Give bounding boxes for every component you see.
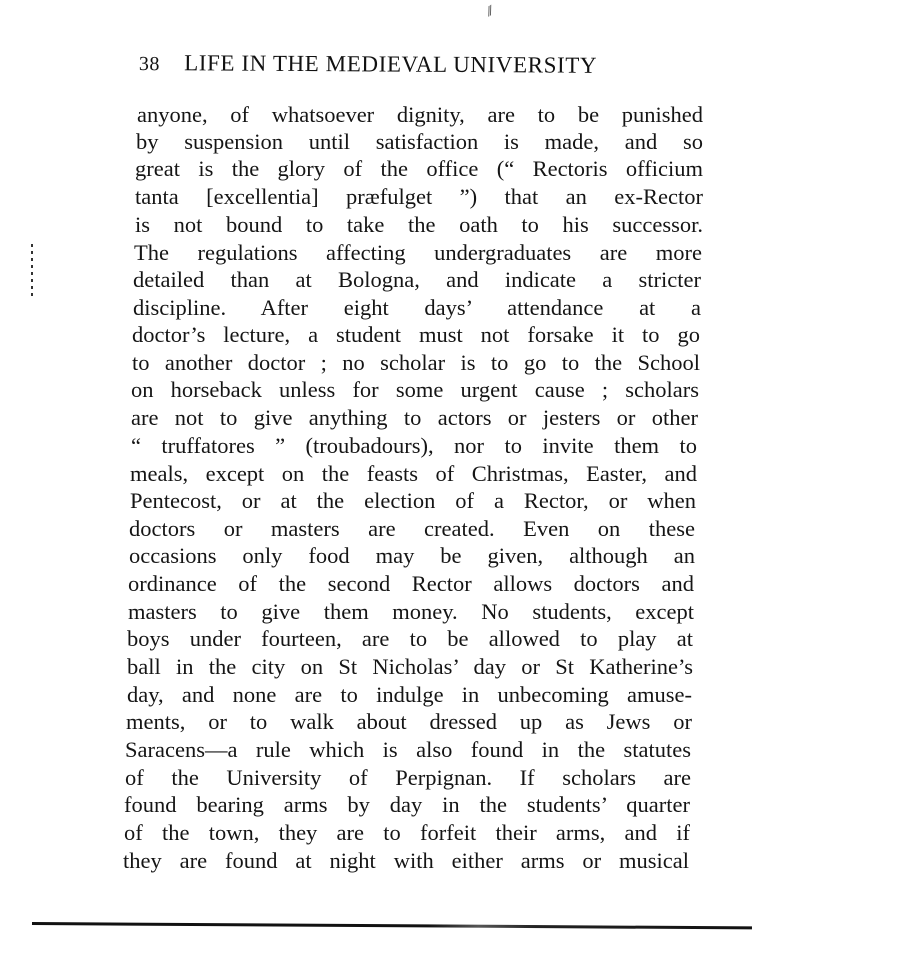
text-line: found bearing arms by day in the students’ quarter [124,792,690,817]
text-line: Saracens—a rule which is also found in the statutes [125,737,691,762]
text-line: anyone, of whatsoever dignity, are to be punished [137,102,703,127]
text-line: ball in the city on St Nicholas’ day or St Katherine’s [127,654,693,679]
text-line: is not bound to take the oath to his successor. [135,212,703,237]
text-line: The regulations affecting undergraduates are more [134,240,702,265]
text-line: occasions only food may be given, although an [129,543,695,568]
running-title: LIFE IN THE MEDIEVAL UNIVERSITY [184,50,598,78]
margin-scan-artifact [31,244,33,300]
text-line: discipline. After eight days’ attendance at a [133,295,701,320]
text-line: meals, except on the feasts of Christmas, Easter, and [130,461,697,486]
text-line: are not to give anything to actors or jesters or other [131,405,698,430]
running-header [139,50,699,83]
text-line: great is the glory of the office (“ Rectoris officium [135,156,703,181]
text-line: of the town, they are to forfeit their arms, and if [124,820,690,845]
text-line: “ truffatores ” (troubadours), nor to invite them to [131,433,697,458]
text-line: they are found at night with either arms or musical [123,848,689,873]
text-line: masters to give them money. No students, except [128,599,694,624]
text-line: doctors or masters are created. Even on these [129,516,695,541]
text-line: detailed than at Bologna, and indicate a stricter [133,267,701,292]
text-line: ments, or to walk about dressed up as Jews or [126,709,692,734]
text-line: to another doctor ; no scholar is to go to the School [132,350,700,375]
text-line: doctor’s lecture, a student must not forsake it to go [132,322,700,347]
text-line: Pentecost, or at the election of a Rector, or when [130,488,696,513]
text-line: of the University of Perpignan. If scholars are [125,765,691,790]
text-line: ordinance of the second Rector allows doctors and [128,571,694,596]
page-number: 38 [138,52,160,76]
bottom-scan-rule [32,922,752,929]
text-line: tanta [excellentia] præfulget ”) that an ex-Rector [135,184,703,209]
text-line: boys under fourteen, are to be allowed to play at [127,626,693,651]
text-line: on horseback unless for some urgent cause ; scholars [131,377,699,402]
text-line: day, and none are to indulge in unbecoming amuse- [127,682,692,707]
text-line: by suspension until satisfaction is made, and so [136,129,703,154]
scan-smudge-mark: ⁄⁄ [484,3,496,19]
